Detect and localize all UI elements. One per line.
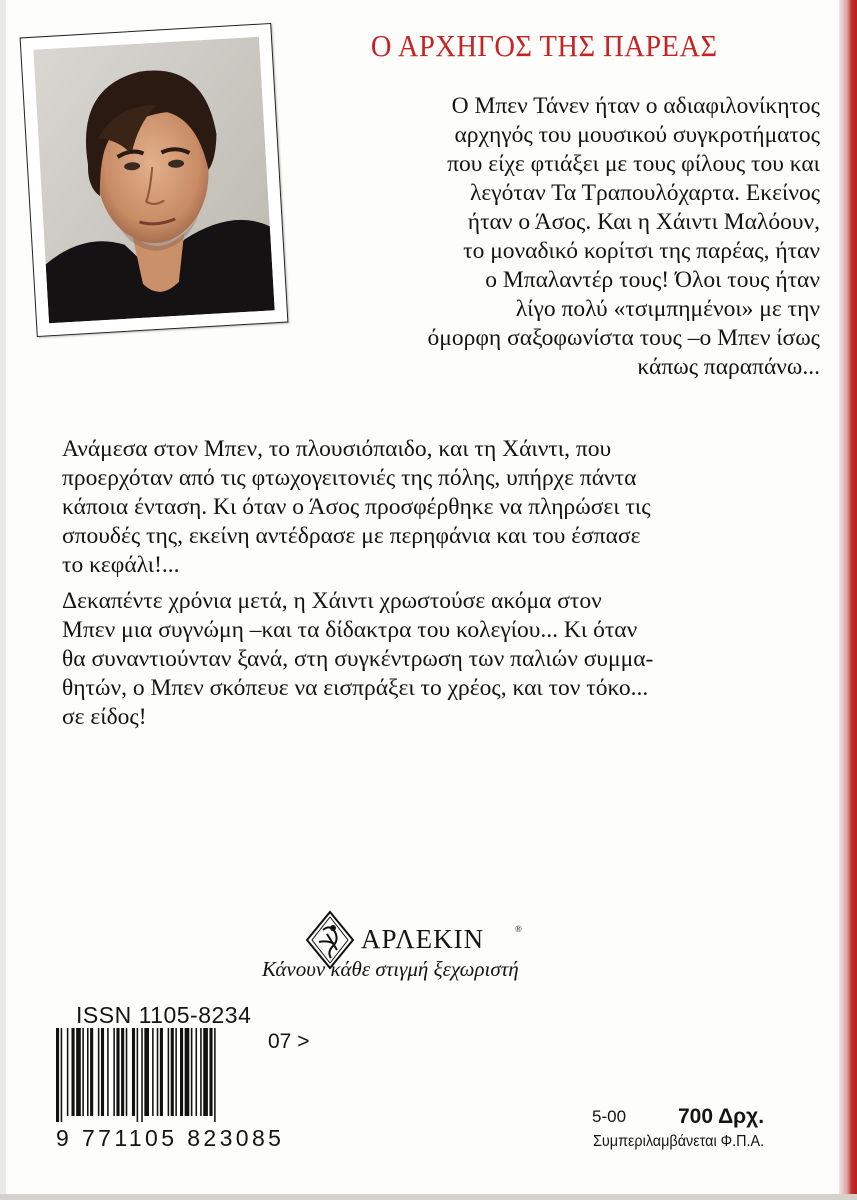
- barcode-bar: [168, 1028, 170, 1116]
- barcode-bar: [98, 1028, 100, 1116]
- text-line: το κεφάλι!...: [62, 552, 180, 578]
- barcode-bar: [61, 1028, 63, 1122]
- barcode-bar: [214, 1028, 216, 1122]
- barcode-bar: [90, 1028, 93, 1116]
- publisher-name: ΑΡΛΕΚΙΝ: [361, 924, 485, 954]
- blurb-paragraph-3: [62, 587, 807, 732]
- vat-note: Συμπεριλαμβάνεται Φ.Π.Α.: [593, 1133, 765, 1150]
- barcode-bar: [196, 1028, 198, 1116]
- barcode-bar: [152, 1028, 154, 1116]
- text-line: όμορφη σαξοφωνίστα τους –ο Μπεν ίσως: [427, 325, 820, 351]
- barcode-bar: [82, 1028, 84, 1116]
- text-line: σπουδές της, εκείνη αντέδρασε με περηφάνια και του έσπασε: [62, 523, 641, 549]
- barcode-bar: [160, 1028, 163, 1116]
- text-line: το μοναδικό κορίτσι της παρέας, ήταν: [463, 238, 820, 264]
- issn-label: ISSN 1105-8234: [76, 1002, 252, 1028]
- barcode-bar: [72, 1028, 75, 1116]
- barcode-bar: [101, 1028, 104, 1116]
- barcode-bar: [107, 1028, 109, 1116]
- barcode-bar: [116, 1028, 119, 1116]
- red-spine-edge: [839, 0, 857, 1200]
- barcode-bar: [56, 1028, 59, 1122]
- barcode-bar: [126, 1028, 128, 1116]
- text-line: κάποια ένταση. Κι όταν ο Άσος προσφέρθηκε να πληρώσει τις: [62, 494, 651, 520]
- publisher-tagline: Κάνουν κάθε στιγμή ξεχωριστή: [262, 957, 519, 981]
- text-line: ήταν ο Άσος. Και η Χάιντι Μαλόουν,: [467, 209, 820, 235]
- text-line: θα συναντιούνταν ξανά, στη συγκέντρωση των παλιών συμμα-: [62, 646, 654, 672]
- barcode-bar: [76, 1028, 81, 1116]
- text-line: λίγο πολύ «τσιμπημένοι» με την: [515, 296, 820, 322]
- registered-mark: ®: [515, 924, 522, 934]
- text-line: προερχόταν από τις φτωχογειτονιές της πόλης, υπήρχε πάντα: [62, 465, 637, 491]
- barcode-bar: [113, 1028, 115, 1116]
- barcode-bar: [141, 1028, 143, 1122]
- barcode-digits: 9 771105 823085: [56, 1125, 285, 1151]
- barcode-bar: [175, 1028, 177, 1116]
- barcode-bar: [87, 1028, 89, 1116]
- barcode-bar: [157, 1028, 159, 1116]
- bottom-edge: [0, 1194, 857, 1200]
- barcode-bar: [132, 1028, 135, 1116]
- barcode-image: [56, 1028, 268, 1122]
- edition-code: 5-00: [592, 1107, 627, 1126]
- man-portrait-image: [33, 37, 274, 324]
- blurb-paragraph-1: [270, 92, 820, 382]
- text-line: σε είδος!: [62, 704, 147, 730]
- text-line: Ο Μπεν Τάνεν ήταν ο αδιαφιλονίκητος: [451, 93, 820, 119]
- left-edge: [0, 0, 6, 1200]
- text-line: λεγόταν Τα Τραπουλόχαρτα. Εκείνος: [469, 180, 820, 206]
- text-line: κάπως παραπάνω...: [637, 354, 820, 380]
- author-hero-photo: [20, 23, 289, 337]
- barcode-bar: [171, 1028, 174, 1116]
- price-label: 700 Δρχ.: [678, 1105, 765, 1128]
- text-line: ο Μπαλαντέρ τους! Όλοι τους ήταν: [485, 267, 820, 293]
- barcode-bar: [180, 1028, 183, 1116]
- text-line: αρχηγός του μουσικού συγκροτήματος: [454, 122, 820, 148]
- barcode-bar: [67, 1028, 69, 1116]
- text-line: Δεκαπέντε χρόνια μετά, η Χάιντι χρωστούσε ακόμα στον: [62, 588, 602, 614]
- text-line: που είχε φτιάξει με τους φίλους του και: [447, 151, 820, 177]
- text-line: θητών, ο Μπεν σκόπευε να εισπράξει το χρέος, και τον τόκο...: [62, 675, 649, 701]
- barcode-bar: [185, 1028, 190, 1116]
- barcode-bar: [203, 1028, 208, 1116]
- barcode-addon: 07 >: [268, 1030, 310, 1053]
- book-title: Ο ΑΡΧΗΓΟΣ ΤΗΣ ΠΑΡΕΑΣ: [370, 28, 718, 63]
- barcode-bar: [209, 1028, 212, 1116]
- barcode-bar: [191, 1028, 193, 1116]
- text-line: Μπεν μια συγνώμη –και τα δίδακτρα του κολεγίου... Κι όταν: [62, 617, 638, 643]
- barcode-bar: [200, 1028, 202, 1116]
- barcode-bar: [144, 1028, 149, 1116]
- blurb-paragraph-2: [62, 435, 807, 580]
- text-line: Ανάμεσα στον Μπεν, το πλουσιόπαιδο, και τη Χάιντι, που: [62, 436, 612, 462]
- barcode-bar: [121, 1028, 124, 1116]
- barcode-bar: [137, 1028, 139, 1122]
